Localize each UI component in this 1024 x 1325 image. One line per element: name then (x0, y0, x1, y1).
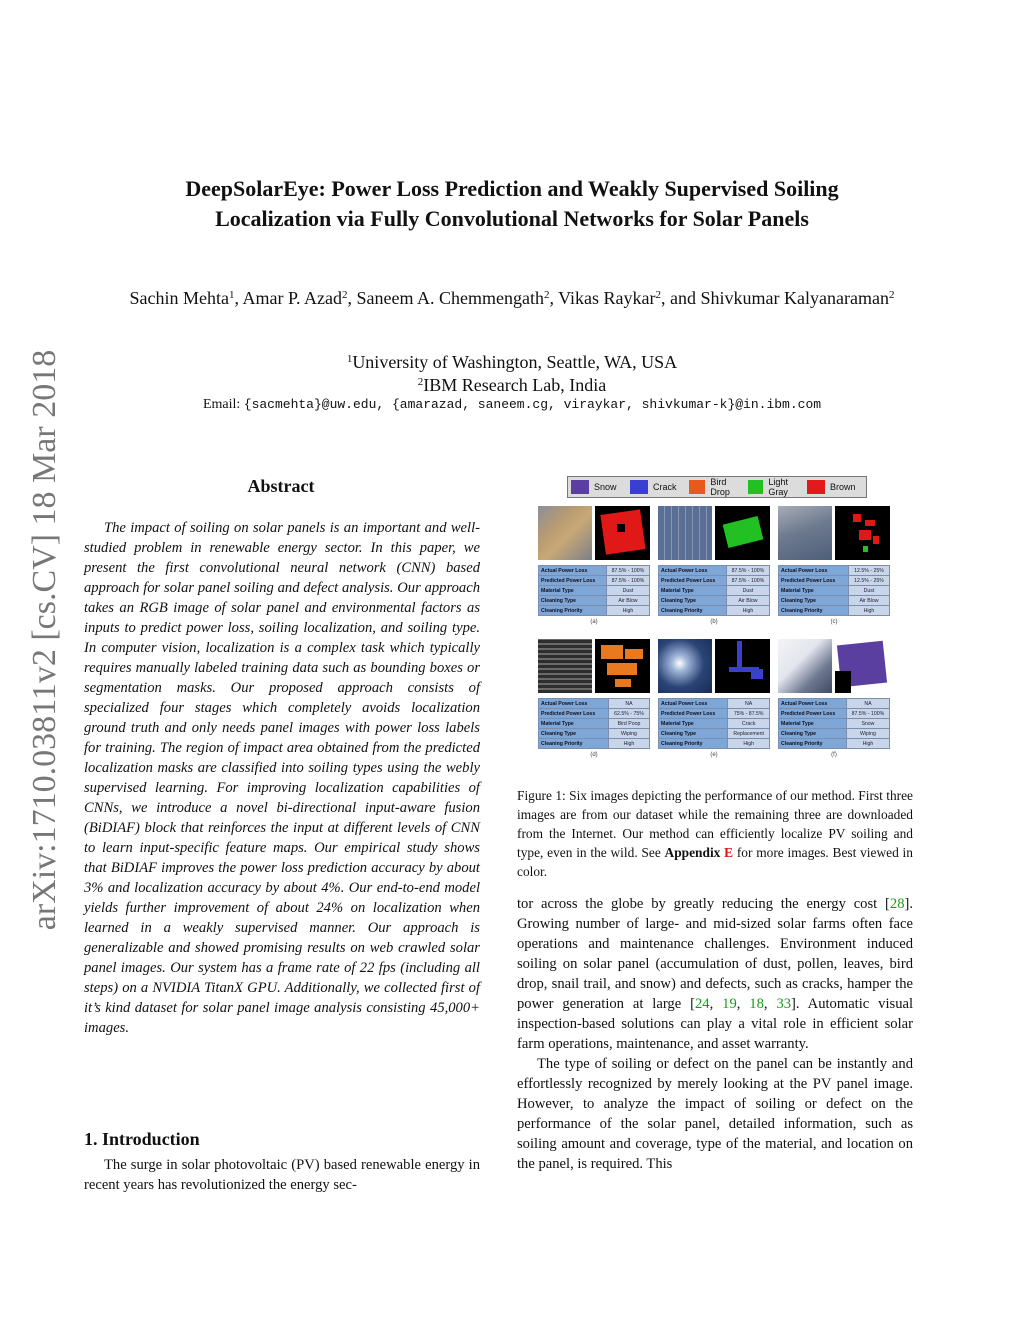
table-value: Wiping (608, 729, 649, 739)
figure-panel-e (658, 639, 770, 758)
affiliation-2-text: IBM Research Lab, India (423, 375, 607, 395)
table-key: Predicted Power Loss (659, 709, 728, 719)
table-key: Material Type (659, 586, 727, 596)
para-text: ]. Automatic visual inspection-based solutions can play a vital role in efficient solar farm operations, maintenance, and asset warranty. (517, 996, 914, 1052)
panel-table-c (778, 565, 890, 616)
table-value: Wiping (846, 729, 889, 739)
panel-photo-f (778, 639, 832, 693)
citation-link[interactable]: 24 (694, 996, 710, 1012)
author-5-affil: 2 (888, 289, 895, 301)
author-2: Amar P. Azad (242, 288, 342, 308)
email-label: Email: (202, 397, 241, 412)
title-line-1: DeepSolarEye: Power Loss Prediction and Weakly Supervised Soiling (185, 176, 839, 201)
citation-separator: , (763, 996, 777, 1012)
table-key: Material Type (539, 586, 607, 596)
table-value: Air Blow (848, 596, 889, 606)
legend-item-bird-drop (689, 477, 745, 497)
figure-caption (517, 786, 913, 881)
arxiv-stamp: arXiv:1710.03811v2 [cs.CV] 18 Mar 2018 (26, 349, 63, 931)
table-value: Bird Poop (608, 719, 649, 729)
table-value: High (606, 606, 649, 616)
citation-link[interactable]: 18 (749, 996, 764, 1012)
table-key: Actual Power Loss (659, 699, 728, 709)
affiliation-1-number: 1 (346, 353, 353, 365)
panel-photo-a (538, 506, 592, 560)
affiliation-2-number: 2 (417, 376, 424, 388)
email-addresses: {sacmehta}@uw.edu, {amarazad, saneem.cg, viraykar, shivkumar-k}@in.ibm.com (243, 397, 822, 412)
panel-label-f: (f) (831, 752, 837, 758)
table-key: Predicted Power Loss (659, 576, 727, 586)
table-key: Cleaning Priority (779, 739, 847, 749)
table-key: Cleaning Type (659, 729, 728, 739)
author-3-affil: 2 (543, 289, 550, 301)
paper-title (0, 174, 1024, 234)
panel-label-a: (a) (590, 619, 598, 625)
right-paragraph-2: The type of soiling or defect on the panel can be instantly and effortlessly recognized by merely looking at the PV panel image. However, to analyze the impact of soiling or defect on the performance of the solar panel, detailed information, such as soiling amount and coverage, type of the material, and location on the panel, is required. This (517, 1056, 913, 1172)
table-value: 62.5% - 75% (608, 709, 649, 719)
caption-appendix-label: Appendix (664, 845, 721, 860)
table-value: 12.5% - 25% (848, 566, 889, 576)
table-key: Cleaning Priority (659, 606, 727, 616)
panel-mask-e (715, 639, 770, 693)
table-value: 87.5% - 100% (726, 566, 769, 576)
table-value: NA (728, 699, 770, 709)
panel-photo-c (778, 506, 832, 560)
author-4: Vikas Raykar (558, 288, 656, 308)
table-key: Material Type (779, 586, 849, 596)
table-value: High (728, 739, 770, 749)
table-value: Air Blow (606, 596, 649, 606)
figure-panel-d (538, 639, 650, 758)
figure-panel-c (778, 506, 890, 625)
table-key: Predicted Power Loss (539, 576, 607, 586)
intro-text: The surge in solar photovoltaic (PV) based renewable energy in recent years has revolutionized the energy sec- (84, 1157, 480, 1193)
table-value: Dust (848, 586, 889, 596)
panel-photo-d (538, 639, 592, 693)
email-line (0, 397, 1024, 413)
citation-link[interactable]: 33 (776, 996, 792, 1012)
table-key: Cleaning Priority (539, 739, 609, 749)
table-value: High (848, 606, 889, 616)
table-value: 12.5% - 25% (848, 576, 889, 586)
table-key: Cleaning Type (539, 596, 607, 606)
table-value: High (726, 606, 769, 616)
panel-mask-d (595, 639, 650, 693)
right-column-body (517, 894, 913, 1174)
table-value: High (608, 739, 649, 749)
caption-tail: for more images. Best viewed in color. (517, 845, 913, 879)
legend-swatch-bird-drop (689, 480, 705, 494)
abstract-heading: Abstract (247, 476, 315, 496)
table-key: Predicted Power Loss (539, 709, 609, 719)
intro-body (84, 1155, 480, 1195)
table-key: Cleaning Type (779, 729, 847, 739)
legend-swatch-brown (807, 480, 825, 494)
author-list: Sachin Mehta$^1$, Amar P. Azad$^2$, Saneem A. Chemmengath$^2$, Vikas Raykar$^2$, and Shivkumar Kalyanaraman$^2$ (129, 288, 895, 308)
table-key: Cleaning Type (779, 596, 849, 606)
para-text: ]. Growing number of large- and mid-sized solar farms often face operations and maintenance challenges. Environment induced soiling on solar panel (accumulation of dust, pollen, leaves, bird drop, snail trail, and snow) and defects, such as cracks, hamper the power generation at large [ (517, 896, 913, 1012)
panel-photo-b (658, 506, 712, 560)
panel-mask-b (715, 506, 770, 560)
panel-label-d: (d) (590, 752, 598, 758)
abstract-body (84, 518, 480, 1038)
panel-mask-c (835, 506, 890, 560)
table-key: Predicted Power Loss (779, 709, 847, 719)
citation-separator: , (736, 996, 750, 1012)
panel-photo-e (658, 639, 712, 693)
table-value: Crack (728, 719, 770, 729)
table-key: Cleaning Priority (539, 606, 607, 616)
para-text: tor across the globe by greatly reducing the energy cost [ (517, 896, 890, 912)
panel-mask-f (835, 639, 890, 693)
legend-label-snow: Snow (594, 482, 617, 492)
legend-item-snow (571, 480, 627, 494)
right-paragraph-1 (517, 894, 913, 1054)
table-key: Actual Power Loss (779, 566, 849, 576)
author-4-affil: 2 (655, 289, 662, 301)
author-3: Saneem A. Chemmengath (356, 288, 544, 308)
table-value: 87.5% - 100% (606, 576, 649, 586)
panel-label-b: (b) (710, 619, 718, 625)
table-key: Cleaning Priority (779, 606, 849, 616)
legend-label-crack: Crack (653, 482, 677, 492)
affiliation-2 (0, 374, 1024, 397)
affiliation-1 (0, 351, 1024, 374)
legend-label-bird-drop: Bird Drop (710, 477, 730, 497)
citation-link[interactable]: 19 (722, 996, 737, 1012)
table-key: Cleaning Priority (659, 739, 728, 749)
table-key: Cleaning Type (659, 596, 727, 606)
table-value: Dust (606, 586, 649, 596)
table-value: High (846, 739, 889, 749)
table-key: Material Type (659, 719, 728, 729)
figure-panel-f (778, 639, 890, 758)
legend-label-brown: Brown (830, 482, 856, 492)
table-value: Air Blow (726, 596, 769, 606)
table-value: NA (608, 699, 649, 709)
citation-separator: , (709, 996, 723, 1012)
author-1-affil: 1 (228, 289, 235, 301)
intro-heading: 1. Introduction (84, 1129, 200, 1149)
table-value: 75% - 87.5% (728, 709, 770, 719)
legend-item-brown (807, 480, 863, 494)
table-key: Material Type (779, 719, 847, 729)
figure-panel-a (538, 506, 650, 625)
appendix-link[interactable]: E (724, 845, 734, 860)
legend-label-light-gray: Light Gray (768, 477, 788, 497)
table-value: Dust (726, 586, 769, 596)
panel-table-f (778, 698, 890, 749)
table-value: Replacement (728, 729, 770, 739)
caption-text: Figure 1: Six images depicting the performance of our method. First three images are from our dataset while the remaining three are downloaded from the Internet. Our method can efficiently localize PV soiling and type, even in the wild. See (517, 788, 913, 860)
legend-item-crack (630, 480, 686, 494)
panel-table-e (658, 698, 770, 749)
abstract-text: The impact of soiling on solar panels is an important and well-studied problem in renewable energy sector. In this paper, we present the first convolutional neural network (CNN) based approach for solar panel soiling and defect analysis. Our approach takes an RGB image of solar panel and environmental factors as inputs to predict power loss, soiling localization, and soiling type. In computer vision, localization is a complex task which typically requires manually labeled training data such as bounding boxes or segmentation masks. Our proposed approach consists of specialized four stages which completely avoids localization ground truth and only needs panel images with power loss labels for training. The region of impact area obtained from the predicted localization masks are classified into soiling types using the webly supervised learning. For improving localization capabilities of CNNs, we introduce a novel bi-directional input-aware fusion (BiDIAF) block that reinforces the input at different levels of CNN to learn input-specific feature maps. Our empirical study shows that BiDIAF improves the power loss prediction accuracy by about 3% and localization accuracy by about 4%. Our end-to-end model yields further improvement of about 24% on localization when learned in a weakly supervised manner. Our approach is generalizable and showed promising results on web crawled solar panel images. Our system has a frame rate of 22 fps (including all steps) on a NVIDIA TitanX GPU. Additionally, we collected first of it’s kind dataset for solar panel image analysis consisting 45,000+ images. (84, 520, 480, 1036)
table-value: NA (846, 699, 889, 709)
table-key: Actual Power Loss (539, 566, 607, 576)
panel-label-c: (c) (830, 619, 838, 625)
table-key: Material Type (539, 719, 609, 729)
table-key: Actual Power Loss (539, 699, 609, 709)
table-key: Cleaning Type (539, 729, 609, 739)
legend-item-light-gray (748, 477, 804, 497)
table-value: 87.5% - 100% (726, 576, 769, 586)
panel-label-e: (e) (710, 752, 718, 758)
table-key: Actual Power Loss (779, 699, 847, 709)
legend-swatch-crack (630, 480, 648, 494)
citation-link[interactable]: 28 (889, 896, 905, 912)
author-5: and Shivkumar Kalyanaraman (670, 288, 889, 308)
title-line-2: Localization via Fully Convolutional Networks for Solar Panels (215, 206, 809, 231)
author-2-affil: 2 (341, 289, 348, 301)
table-key: Predicted Power Loss (779, 576, 849, 586)
table-value: Snow (846, 719, 889, 729)
author-1: Sachin Mehta (129, 288, 229, 308)
panel-table-d (538, 698, 650, 749)
figure-legend (567, 476, 867, 498)
affiliation-1-text: University of Washington, Seattle, WA, USA (352, 352, 678, 372)
figure-panel-b (658, 506, 770, 625)
panel-table-a (538, 565, 650, 616)
table-value: 87.5% - 100% (846, 709, 889, 719)
panel-table-b (658, 565, 770, 616)
legend-swatch-light-gray (748, 480, 763, 494)
panel-mask-a (595, 506, 650, 560)
table-key: Actual Power Loss (659, 566, 727, 576)
table-value: 87.5% - 100% (606, 566, 649, 576)
legend-swatch-snow (571, 480, 589, 494)
